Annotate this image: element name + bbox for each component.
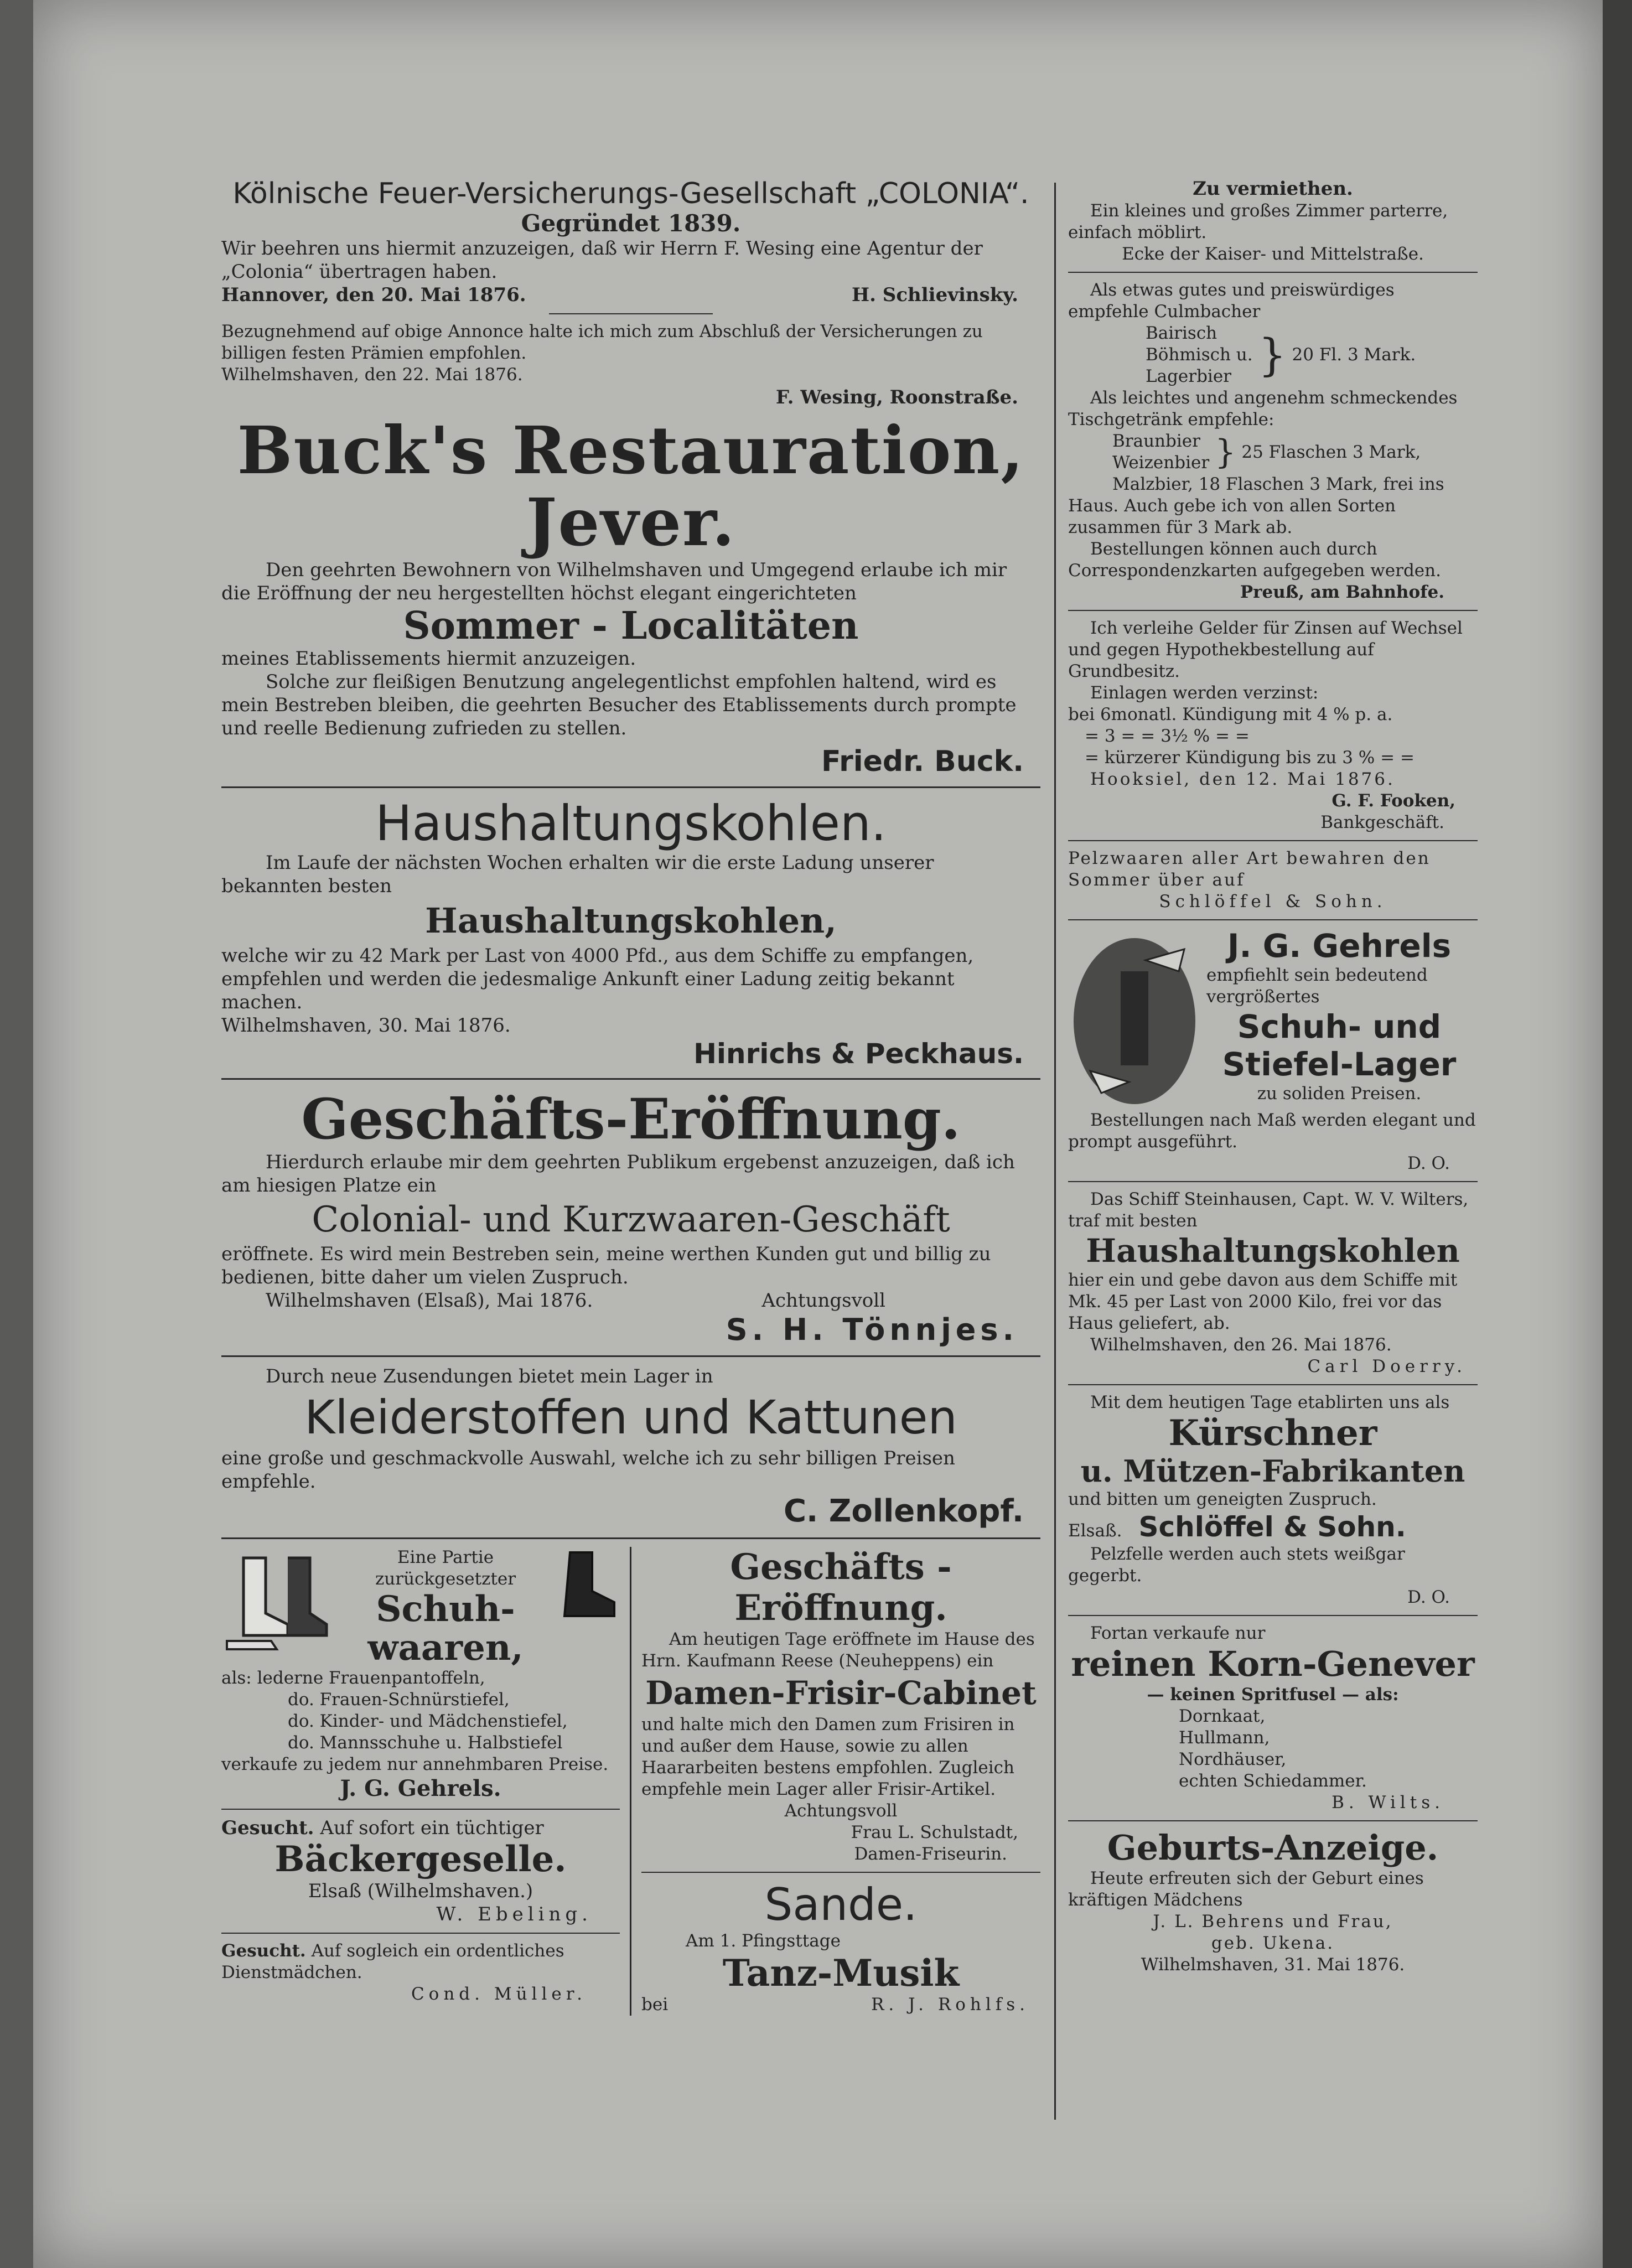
buck-text2: meines Etablissements hiermit anzuzeigen.	[221, 648, 636, 670]
frisir-greeting: Achtungsvoll	[784, 1801, 898, 1821]
geburt-names2: geb. Ukena.	[1211, 1933, 1335, 1953]
kohlen-place-date: Wilhelmshaven, 30. Mai 1876.	[221, 1014, 511, 1037]
zollenkopf-text1: Durch neue Zusendungen bietet mein Lager in	[266, 1365, 713, 1387]
sande-signature: R. J. Rohlfs.	[871, 1995, 1029, 2015]
pelz-signature: Schlöffel & Sohn.	[1159, 892, 1387, 912]
bier-brace2-item: Braunbier	[1112, 431, 1200, 451]
right-column	[1068, 177, 1478, 1976]
geburt-place-date: Wilhelmshaven, 31. Mai 1876.	[1141, 1955, 1405, 1975]
genever-list-item: Hullmann,	[1179, 1728, 1270, 1748]
schuhwaaren-text: verkaufe zu jedem nur annehmbaren Preise.	[221, 1754, 609, 1774]
fooken-text1: Ich verleihe Gelder für Zinsen auf Wechsel und gegen Hypothekbestellung auf Grundbesitz.	[1068, 618, 1463, 681]
frisir-text2: und halte mich den Damen zum Frisiren in und außer dem Hause, sowie zu allen Haararbeiten bestens empfohlen. Zugleich empfehle mein Lager aller Frisir-Artikel.	[641, 1715, 1015, 1799]
bier-text1: Als etwas gutes und preiswürdiges empfehle Culmbacher	[1068, 280, 1395, 322]
schuhwaaren-headline2: waaren,	[367, 1627, 524, 1669]
buck-signature: Friedr. Buck.	[821, 745, 1024, 778]
kuerschner-text1: Mit dem heutigen Tage etablirten uns als	[1090, 1392, 1450, 1412]
divider	[1068, 1384, 1478, 1385]
genever-list-item: echten Schiedammer.	[1179, 1771, 1367, 1791]
ad-doerry	[1068, 1189, 1478, 1378]
divider	[549, 313, 713, 314]
divider	[1068, 272, 1478, 273]
bier-text3: Malzbier, 18 Flaschen 3 Mark, frei ins Haus. Auch gebe ich von allen Sorten zusammen für 3 Mark ab.	[1068, 474, 1444, 537]
kohlen-text1: Im Laufe der nächsten Wochen erhalten wir die erste Ladung unserer bekannten besten	[221, 852, 934, 897]
fooken-rate: = 3 = = 3½ % = =	[1085, 726, 1250, 746]
ad-dienstmaedchen	[221, 1940, 620, 2005]
doerry-signature: Carl Doerry.	[1307, 1356, 1467, 1376]
kuerschner-text3: Pelzfelle werden auch stets weißgar gegerbt.	[1068, 1544, 1405, 1586]
doerry-text2: hier ein und gebe davon aus dem Schiffe mit Mk. 45 per Last von 2000 Kilo, frei vor das Haus geliefert, ab.	[1068, 1270, 1458, 1333]
gehrels-text1: empfiehlt sein bedeutend vergrößertes	[1206, 965, 1428, 1007]
kohlen-text2: welche wir zu 42 Mark per Last von 4000 Pfd., aus dem Schiffe zu empfangen, empfehlen und werden die jedesmalige Ankunft einer Ladung zeitig bekannt machen.	[221, 945, 974, 1013]
fooken-place-date: Hooksiel, den 12. Mai 1876.	[1090, 769, 1395, 789]
fooken-text2: Einlagen werden verzinst:	[1090, 683, 1319, 703]
baecker-signature: W. Ebeling.	[436, 1903, 592, 1925]
schuhwaaren-list-item: do. Mannsschuhe u. Halbstiefel	[288, 1733, 563, 1753]
geburt-text: Heute erfreuten sich der Geburt eines kräftigen Mädchens	[1068, 1868, 1424, 1910]
ad-frisir	[641, 1547, 1040, 1865]
toennjes-greeting: Achtungsvoll	[761, 1290, 885, 1312]
sande-title: Sande.	[764, 1879, 918, 1930]
bier-brace-item: Lagerbier	[1146, 366, 1231, 386]
divider	[1068, 1820, 1478, 1821]
ad-fooken	[1068, 618, 1478, 833]
bier-brace-price: 20 Fl. 3 Mark.	[1292, 345, 1416, 365]
ad-pelz	[1068, 848, 1478, 913]
genever-text1: Fortan verkaufe nur	[1090, 1623, 1266, 1643]
toennjes-text2: eröffnete. Es wird mein Bestreben sein, meine werthen Kunden gut und billig zu bedienen, bitte daher um vielen Zuspruch.	[221, 1243, 991, 1288]
vermiethen-address: Ecke der Kaiser- und Mittelstraße.	[1122, 244, 1424, 264]
schuhwaaren-list-item: als: lederne Frauenpantoffeln,	[221, 1668, 485, 1688]
ad-kuerschner	[1068, 1392, 1478, 1608]
kohlen-headline: Haushaltungskohlen,	[425, 900, 837, 941]
kuerschner-initials: D. O.	[1407, 1587, 1450, 1607]
shoes-pile-illustration	[1068, 927, 1201, 1110]
frisir-text1: Am heutigen Tage eröffnete im Hause des Hrn. Kaufmann Reese (Neuheppens) ein	[641, 1629, 1035, 1671]
frisir-signature2: Damen-Friseurin.	[854, 1844, 1007, 1864]
divider	[221, 1078, 1040, 1080]
fooken-signature: G. F. Fooken,	[1331, 791, 1455, 811]
colonia-signature2: F. Wesing, Roonstraße.	[775, 386, 1018, 408]
dienstmaedchen-text: Auf sogleich ein ordentliches Dienstmädchen.	[221, 1941, 564, 1982]
baecker-text: Auf sofort ein tüchtiger	[320, 1817, 544, 1839]
buck-text3: Solche zur fleißigen Benutzung angelegentlichst empfohlen haltend, wird es mein Bestreben bleiben, die geehrten Besucher des Etablissements durch prompte und reelle Bedienung zufrieden zu stellen.	[221, 671, 1017, 739]
geburt-title: Geburts-Anzeige.	[1107, 1827, 1439, 1868]
sub-col-right	[641, 1547, 1040, 2016]
divider	[1068, 1615, 1478, 1616]
ad-geburt	[1068, 1828, 1478, 1976]
ad-colonia	[221, 177, 1040, 409]
kuerschner-place: Elsaß.	[1068, 1521, 1122, 1541]
schuhwaaren-list-item: do. Kinder- und Mädchenstiefel,	[288, 1711, 568, 1731]
toennjes-place-date: Wilhelmshaven (Elsaß), Mai 1876.	[266, 1290, 593, 1312]
colonia-founded: Gegründet 1839.	[521, 210, 741, 237]
gehrels-text2: zu soliden Preisen.	[1257, 1084, 1422, 1104]
doerry-headline: Haushaltungskohlen	[1086, 1232, 1460, 1270]
divider	[1068, 1181, 1478, 1182]
frisir-signature: Frau L. Schulstadt,	[851, 1822, 1018, 1842]
toennjes-text1: Hierdurch erlaube mir dem geehrten Publikum ergebenst anzuzeigen, daß ich am hiesigen Platze ein	[221, 1151, 1015, 1197]
bier-brace-item: Bairisch	[1146, 323, 1217, 343]
ad-toennjes	[221, 1088, 1040, 1348]
fooken-signature2: Bankgeschäft.	[1320, 812, 1444, 832]
ad-gehrels	[1068, 927, 1478, 1174]
kuerschner-text2: und bitten um geneigten Zuspruch.	[1068, 1489, 1377, 1509]
colonia-title: Kölnische Feuer-Versicherungs-Gesellschaft „COLONIA“.	[232, 177, 1029, 210]
baecker-label: Gesucht.	[221, 1817, 314, 1839]
gehrels-initials: D. O.	[1407, 1153, 1450, 1173]
divider	[1068, 610, 1478, 611]
divider	[221, 1809, 620, 1810]
genever-list-item: Dornkaat,	[1179, 1706, 1266, 1726]
baecker-place: Elsaß (Wilhelmshaven.)	[308, 1880, 533, 1902]
ad-schuhwaaren	[221, 1547, 620, 1802]
colonia-place-date2: Wilhelmshaven, den 22. Mai 1876.	[221, 365, 523, 385]
divider	[221, 1355, 1040, 1357]
dienstmaedchen-signature: Cond. Müller.	[411, 1984, 587, 2004]
geburt-names: J. L. Behrens und Frau,	[1153, 1912, 1393, 1932]
schuhwaaren-signature: J. G. Gehrels.	[340, 1775, 501, 1801]
bier-brace-item: Böhmisch u.	[1146, 345, 1253, 365]
frisir-title: Geschäfts - Eröffnung.	[730, 1546, 952, 1629]
vermiethen-text: Ein kleines und großes Zimmer parterre, einfach möblirt.	[1068, 201, 1448, 242]
divider	[641, 1872, 1040, 1873]
fooken-rate: = kürzerer Kündigung bis zu 3 % = =	[1085, 748, 1415, 768]
sande-headline: Tanz-Musik	[722, 1951, 960, 1995]
dienstmaedchen-label: Gesucht.	[221, 1941, 306, 1961]
gehrels-headline2: Stiefel-Lager	[1222, 1045, 1457, 1083]
doerry-text1: Das Schiff Steinhausen, Capt. W. V. Wilters, traf mit besten	[1068, 1189, 1469, 1231]
schuhwaaren-list-item: do. Frauen-Schnürstiefel,	[288, 1690, 510, 1710]
page-edge	[1603, 0, 1632, 2268]
bier-text4: Bestellungen können auch durch Correspondenzkarten aufgegeben werden.	[1068, 539, 1441, 581]
buck-text1: Den geehrten Bewohnern von Wilhelmshaven und Umgegend erlaube ich mir die Eröffnung der neu hergestellten höchst elegant eingerichteten	[221, 559, 1007, 604]
colonia-place-date: Hannover, den 20. Mai 1876.	[221, 284, 526, 306]
colonia-text: Wir beehren uns hiermit anzuzeigen, daß wir Herrn F. Wesing eine Agentur der „Colonia“ übertragen haben.	[221, 237, 983, 283]
divider	[1068, 919, 1478, 920]
pelz-text: Pelzwaaren aller Art bewahren den Sommer über auf	[1068, 848, 1431, 890]
kuerschner-headline2: u. Mützen-Fabrikanten	[1080, 1453, 1465, 1489]
schuhwaaren-intro: Eine Partie zurückgesetzter	[375, 1547, 516, 1589]
divider	[221, 1537, 1040, 1539]
gehrels-title: J. G. Gehrels	[1227, 927, 1452, 965]
left-column	[221, 177, 1040, 2016]
shoe-illustration	[559, 1547, 620, 1624]
zollenkopf-headline: Kleiderstoffen und Kattunen	[304, 1390, 957, 1444]
schuhwaaren-headline1: Schuh-	[376, 1588, 515, 1630]
divider	[221, 1933, 620, 1934]
sub-column-divider	[630, 1547, 631, 2016]
ad-genever	[1068, 1623, 1478, 1814]
ad-baecker	[221, 1816, 620, 1926]
sande-text: Am 1. Pfingsttage	[686, 1931, 841, 1951]
divider	[1068, 840, 1478, 841]
genever-subheadline: — keinen Spritfusel — als:	[1147, 1685, 1399, 1705]
kohlen-signature: Hinrichs & Peckhaus.	[693, 1038, 1024, 1070]
boots-illustration	[221, 1547, 332, 1658]
ad-zollenkopf	[221, 1365, 1040, 1530]
zollenkopf-signature: C. Zollenkopf.	[783, 1493, 1024, 1529]
baecker-headline: Bäckergeselle.	[274, 1839, 567, 1880]
lower-left-sub-columns	[221, 1547, 1040, 2016]
ad-vermiethen	[1068, 177, 1478, 265]
ad-sande	[641, 1879, 1040, 2016]
bier-brace2-group	[1112, 431, 1478, 474]
ad-bier	[1068, 279, 1478, 603]
vermiethen-title: Zu vermiethen.	[1193, 178, 1353, 200]
gehrels-headline1: Schuh- und	[1237, 1008, 1442, 1045]
kuerschner-headline1: Kürschner	[1168, 1412, 1377, 1454]
bier-signature: Preuß, am Bahnhofe.	[1240, 582, 1444, 602]
column-divider	[1054, 183, 1056, 2120]
genever-list-item: Nordhäuser,	[1179, 1749, 1287, 1769]
toennjes-signature: S. H. Tönnjes.	[726, 1312, 1018, 1347]
ad-kohlen	[221, 796, 1040, 1070]
toennjes-title: Geschäfts-Eröffnung.	[301, 1086, 961, 1152]
toennjes-headline: Colonial- und Kurzwaaren-Geschäft	[312, 1199, 950, 1240]
sande-prefix: bei	[641, 1995, 669, 2015]
zollenkopf-text2: eine große und geschmackvolle Auswahl, welche ich zu sehr billigen Preisen empfehle.	[221, 1447, 955, 1493]
bier-brace2-item: Weizenbier	[1112, 453, 1210, 473]
colonia-signature: H. Schlievinsky.	[851, 284, 1018, 306]
buck-title: Buck's Restauration, Jever.	[237, 412, 1025, 561]
fooken-rate: bei 6monatl. Kündigung mit 4 % p. a.	[1068, 705, 1393, 724]
genever-signature: B. Wilts.	[1331, 1793, 1444, 1813]
bier-brace2-price: 25 Flaschen 3 Mark,	[1241, 442, 1421, 462]
bier-text2: Als leichtes und angenehm schmeckendes Tischgetränk empfehle:	[1068, 388, 1458, 429]
brace-glyph: }	[1215, 433, 1236, 472]
doerry-place-date: Wilhelmshaven, den 26. Mai 1876.	[1090, 1335, 1392, 1355]
bier-brace-group	[1146, 323, 1478, 387]
brace-glyph: }	[1258, 329, 1287, 381]
buck-headline: Sommer - Localitäten	[403, 604, 859, 648]
kohlen-title: Haushaltungskohlen.	[375, 795, 887, 852]
sub-col-left	[221, 1547, 620, 2016]
ad-buck	[221, 412, 1040, 779]
frisir-headline: Damen-Frisir-Cabinet	[645, 1674, 1037, 1712]
divider	[221, 786, 1040, 788]
genever-headline: reinen Korn-Genever	[1071, 1644, 1475, 1684]
gehrels-text3: Bestellungen nach Maß werden elegant und prompt ausgeführt.	[1068, 1110, 1476, 1152]
kuerschner-signature: Schlöffel & Sohn.	[1138, 1511, 1406, 1543]
colonia-text2: Bezugnehmend auf obige Annonce halte ich mich zum Abschluß der Versicherungen zu billigen festen Prämien empfohlen.	[221, 322, 983, 363]
